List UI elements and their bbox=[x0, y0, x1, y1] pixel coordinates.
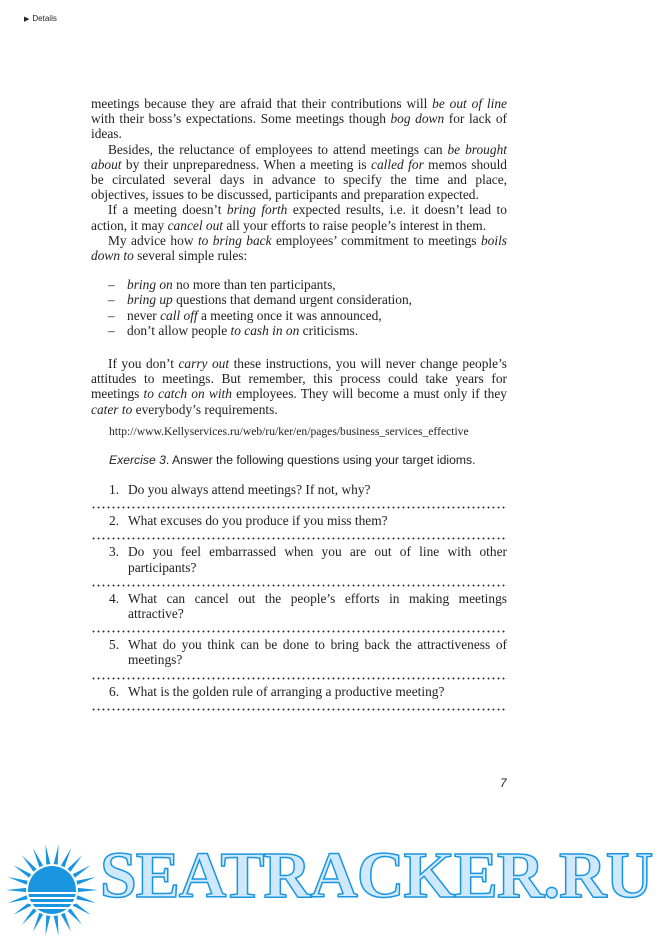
triangle-right-icon: ▶ bbox=[24, 16, 30, 23]
question-item bbox=[91, 513, 507, 528]
question-number: 3. bbox=[109, 544, 120, 560]
question-item bbox=[91, 591, 507, 621]
paragraph-2: Besides, the reluctance of employees to attend meetings can be brought about by their unpreparedness. When a meeting is called for memos should be circulated several days in advance to specify the time and place, objectives, issues to be discussed, participants and preparation expected. bbox=[91, 141, 507, 203]
question-number: 1. bbox=[109, 482, 120, 498]
question-number: 5. bbox=[109, 637, 120, 653]
list-item: – never call off a meeting once it was announced, bbox=[108, 307, 382, 323]
paragraph-4: My advice how to bring back employees’ commitment to meetings boils down to several simple rules: bbox=[91, 232, 507, 264]
page-number: 7 bbox=[500, 776, 507, 790]
question-number: 6. bbox=[109, 683, 120, 699]
article-body bbox=[91, 96, 507, 715]
exercise-label: Exercise 3 bbox=[109, 452, 166, 467]
answer-line[interactable] bbox=[91, 575, 507, 589]
paragraph-5: If you don’t carry out these instructions, you will never change people’s attitudes to meetings. But remember, this process could take years for meetings to catch on with employees. They will become a must only if they cater to everybody’s requirements. bbox=[91, 356, 508, 417]
watermark-text: SEATRACKER.RU bbox=[100, 839, 653, 912]
question-number: 4. bbox=[109, 590, 120, 606]
question-text: What can cancel out the people’s efforts in making meetings attractive? bbox=[128, 590, 507, 622]
questions-list bbox=[91, 482, 507, 713]
paragraph-3: If a meeting doesn’t bring forth expected results, i.e. it doesn’t lead to action, it may cancel out all your efforts to raise people’s interest in them. bbox=[91, 202, 507, 233]
list-item: – don’t allow people to cash in on criticisms. bbox=[108, 322, 359, 338]
exercise-instruction: . Answer the following questions using your target idioms. bbox=[165, 452, 476, 467]
sun-logo-icon bbox=[0, 832, 110, 938]
answer-line[interactable] bbox=[91, 699, 507, 713]
list-item: – bring on no more than ten participants, bbox=[108, 277, 336, 293]
running-header bbox=[24, 14, 57, 23]
header-label: Details bbox=[32, 14, 57, 23]
dash-icon: – bbox=[108, 322, 115, 338]
answer-line[interactable] bbox=[91, 528, 507, 542]
dash-icon: – bbox=[108, 307, 115, 323]
question-text: What is the golden rule of arranging a productive meeting? bbox=[128, 683, 445, 699]
exercise-title bbox=[109, 453, 507, 468]
list-item: – bring up questions that demand urgent consideration, bbox=[108, 292, 413, 308]
question-item bbox=[91, 482, 507, 497]
question-number: 2. bbox=[109, 513, 120, 529]
question-text: What do you think can be done to bring back the attractiveness of meetings? bbox=[128, 637, 507, 668]
question-item bbox=[91, 637, 507, 667]
answer-line[interactable] bbox=[91, 621, 507, 635]
dash-icon: – bbox=[108, 292, 115, 308]
rules-list bbox=[91, 277, 507, 338]
question-text: Do you always attend meetings? If not, why? bbox=[128, 482, 371, 498]
paragraph-1: meetings because they are afraid that their contributions will be out of line with their boss’s expectations. Some meetings though bog down for lack of ideas. bbox=[91, 96, 507, 142]
source-link[interactable]: http://www.Kellyservices.ru/web/ru/ker/en/pages/business_services_effective bbox=[109, 424, 469, 438]
question-text: What excuses do you produce if you miss them? bbox=[128, 513, 388, 529]
answer-line[interactable] bbox=[91, 497, 507, 511]
question-item bbox=[91, 544, 507, 574]
watermark bbox=[0, 832, 664, 938]
dash-icon: – bbox=[108, 277, 115, 293]
answer-line[interactable] bbox=[91, 668, 507, 682]
question-item bbox=[91, 684, 507, 699]
question-text: Do you feel embarrassed when you are out of line with other participants? bbox=[128, 544, 507, 575]
